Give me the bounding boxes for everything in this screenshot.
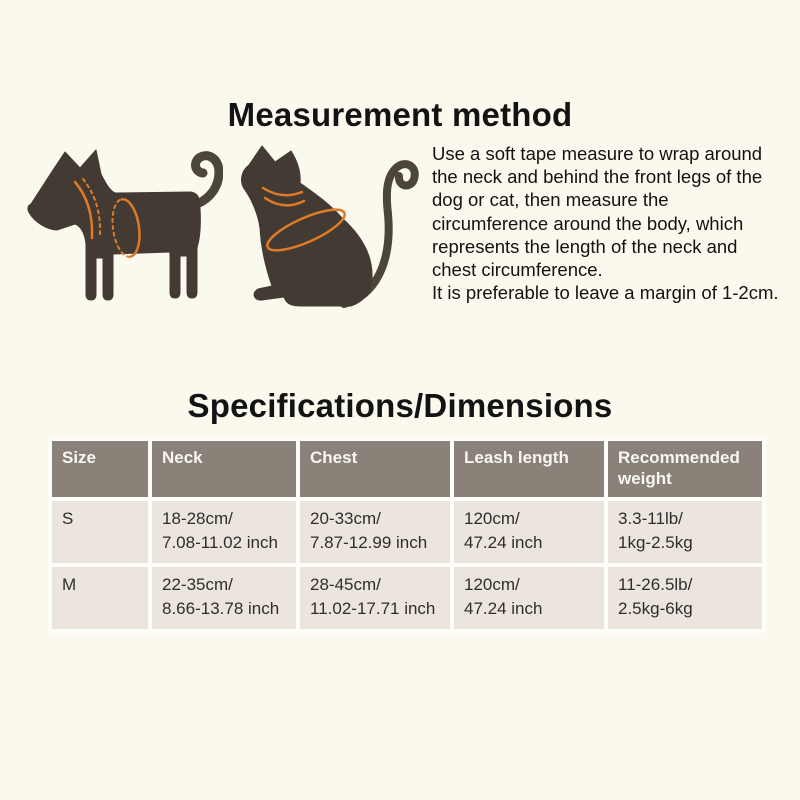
cell-line: 1kg-2.5kg [618, 533, 693, 552]
cell-line: 11-26.5lb/ [618, 575, 693, 594]
cell-leash [454, 567, 604, 629]
instruction-line: Use a soft tape measure to wrap around [432, 143, 763, 164]
col-header-weight: Recommended weight [608, 441, 762, 497]
cell-line: 2.5kg-6kg [618, 599, 693, 618]
cell-line: 47.24 inch [464, 533, 543, 552]
col-header-leash: Leash length [454, 441, 604, 497]
col-header-neck: Neck [152, 441, 296, 497]
instruction-line: It is preferable to leave a margin of 1-2cm. [432, 282, 779, 304]
cell-line: 120cm/ [464, 509, 520, 528]
cell-weight [608, 501, 762, 563]
dog-silhouette-icon [23, 146, 223, 316]
instruction-line: chest circumference. [432, 259, 603, 281]
cat-silhouette-icon [232, 138, 422, 328]
col-header-size: Size [52, 441, 148, 497]
specs-title: Specifications/Dimensions [187, 387, 613, 425]
cell-weight [608, 567, 762, 629]
cell-line: 47.24 inch [464, 599, 543, 618]
cell-size: S [52, 501, 148, 563]
size-spec-table [48, 437, 766, 633]
cell-line: 22-35cm/ [162, 575, 233, 594]
cell-line: 8.66-13.78 inch [162, 599, 280, 618]
table-row-size-m [52, 567, 762, 629]
cell-line: 11.02-17.71 inch [310, 599, 436, 618]
cell-leash [454, 501, 604, 563]
cell-neck [152, 501, 296, 563]
dog-body-shape [28, 150, 201, 300]
cell-line: 20-33cm/ [310, 509, 381, 528]
cell-size: M [52, 567, 148, 629]
cell-line: 28-45cm/ [310, 575, 381, 594]
instruction-line: represents the length of the neck and [432, 235, 738, 257]
measurement-instructions [432, 142, 794, 304]
col-header-chest: Chest [300, 441, 450, 497]
cell-line: 7.87-12.99 inch [310, 533, 428, 552]
cell-line: 18-28cm/ [162, 509, 233, 528]
spec-table-header-row [52, 441, 762, 497]
instruction-line: circumference around the body, which [432, 212, 744, 234]
cat-body-shape [242, 146, 373, 306]
cell-chest [300, 567, 450, 629]
cell-line: 120cm/ [464, 575, 520, 594]
instruction-line: dog or cat, then measure the [432, 189, 669, 211]
page-title: Measurement method [227, 96, 573, 134]
cell-chest [300, 501, 450, 563]
cell-line: 3.3-11lb/ [618, 509, 683, 528]
cell-neck [152, 567, 296, 629]
cell-line: 7.08-11.02 inch [162, 533, 278, 552]
table-row-size-s [52, 501, 762, 563]
instruction-line: the neck and behind the front legs of the [432, 166, 763, 188]
